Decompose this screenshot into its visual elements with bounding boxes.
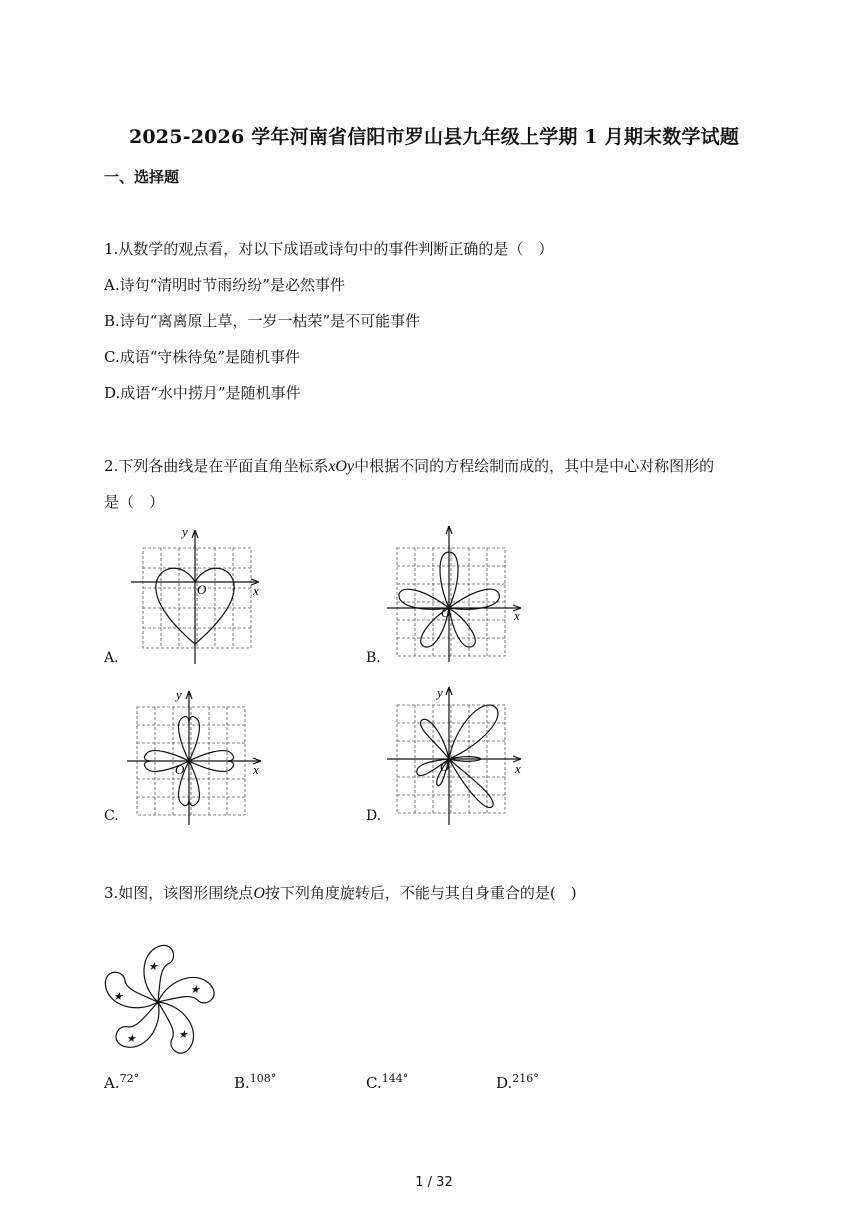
q2-stem-before: 2.下列各曲线是在平面直角坐标系 xyxy=(104,457,329,475)
option-value: 108 xyxy=(249,1072,271,1085)
option-value: 216 xyxy=(512,1072,534,1085)
option-unit: ° xyxy=(270,1072,277,1085)
q2-option-b: B. xyxy=(366,650,381,666)
x-axis-label: x xyxy=(515,761,521,776)
q2-stem-line2: 是（ ） xyxy=(104,493,165,511)
star-icon: ★ xyxy=(178,1029,188,1041)
x-axis-label: x xyxy=(253,762,259,777)
option-label: D. xyxy=(496,1074,513,1092)
option-label: B. xyxy=(234,1074,250,1092)
x-axis-label: x xyxy=(253,583,259,598)
q1-option-d: D.成语“水中捞月”是随机事件 xyxy=(104,384,301,402)
origin-label: O xyxy=(197,582,207,597)
origin-label: O xyxy=(441,605,451,620)
star-icon: ★ xyxy=(190,984,200,996)
q2-stem-after: 中根据不同的方程绘制而成的，其中是中心对称图形的 xyxy=(354,457,715,475)
section-heading: 一、选择题 xyxy=(104,168,180,186)
x-axis-label: x xyxy=(514,608,520,623)
q3-option-d xyxy=(496,1072,539,1092)
q1-option-a: A.诗句“清明时节雨纷纷”是必然事件 xyxy=(104,276,345,294)
q3-flower-figure xyxy=(98,938,224,1060)
q2-graph-c xyxy=(125,685,270,830)
option-label: A. xyxy=(104,1074,120,1092)
q2-stem-math: xOy xyxy=(328,458,355,475)
q2-option-c: C. xyxy=(104,808,119,824)
q2-graph-b xyxy=(385,520,530,665)
star-icon: ★ xyxy=(126,1033,136,1045)
q3-option-a xyxy=(104,1072,139,1092)
q1-option-c: C.成语“守株待兔”是随机事件 xyxy=(104,348,301,366)
q2-graph-a xyxy=(125,522,270,667)
q3-option-b xyxy=(234,1072,276,1092)
q3-stem xyxy=(104,882,577,903)
y-axis-label: y xyxy=(176,687,182,702)
q3-stem-after: 按下列角度旋转后，不能与其自身重合的是( ) xyxy=(264,884,577,902)
q3-stem-before: 3.如图，该图形围绕点 xyxy=(104,884,254,902)
option-label: C. xyxy=(366,1074,382,1092)
q1-stem: 1.从数学的观点看，对以下成语或诗句中的事件判断正确的是（ ） xyxy=(104,240,554,258)
q3-option-c xyxy=(366,1072,408,1092)
option-value: 72 xyxy=(119,1072,134,1085)
option-value: 144 xyxy=(381,1072,403,1085)
q2-graph-d xyxy=(385,685,530,830)
origin-label: O xyxy=(440,759,450,774)
document-title: 2025-2026 学年河南省信阳市罗山县九年级上学期 1 月期末数学试题 xyxy=(128,126,740,148)
q1-option-b: B.诗句“离离原上草，一岁一枯荣”是不可能事件 xyxy=(104,312,421,330)
page-number: 1 / 32 xyxy=(415,1175,453,1190)
option-unit: ° xyxy=(533,1072,539,1085)
star-icon: ★ xyxy=(148,961,158,973)
origin-label: O xyxy=(175,762,185,777)
q2-stem xyxy=(104,455,714,476)
star-icon: ★ xyxy=(113,991,123,1003)
option-unit: ° xyxy=(402,1072,409,1085)
q2-option-d: D. xyxy=(366,808,382,824)
y-axis-label: y xyxy=(182,524,188,539)
q3-stem-math: O xyxy=(253,885,265,902)
q2-option-a: A. xyxy=(104,650,119,666)
y-axis-label: y xyxy=(437,685,443,700)
option-unit: ° xyxy=(133,1072,140,1085)
